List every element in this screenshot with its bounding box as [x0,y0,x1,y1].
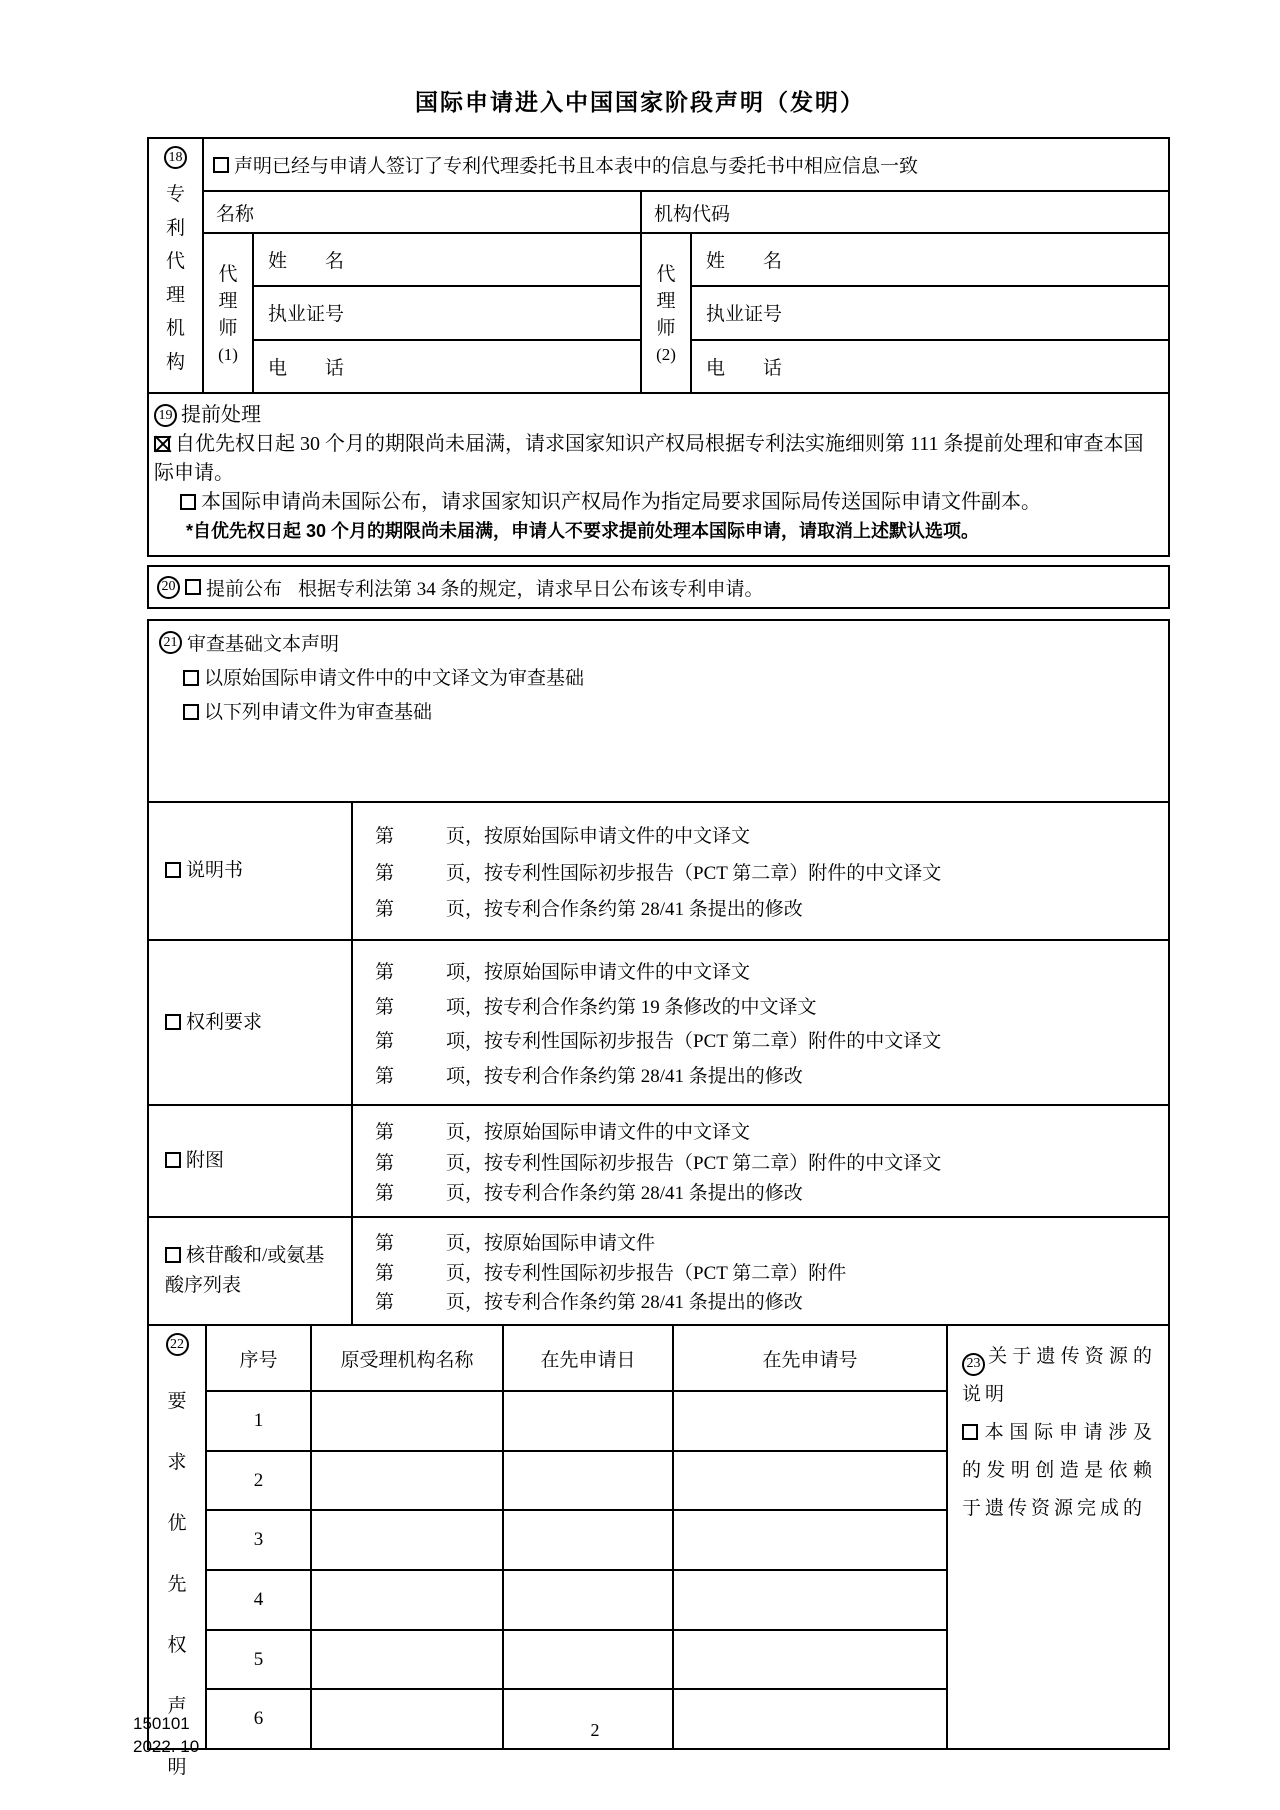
line-text: 项，按专利性国际初步报告（PCT 第二章）附件的中文译文 [446,1031,942,1053]
priority-seq: 6 [207,1690,312,1748]
doc-line [375,1228,1168,1255]
copy-transmit-checkbox[interactable] [180,494,196,510]
genetic-resources-checkbox[interactable] [962,1424,978,1440]
box-exam-basis-priority [147,619,1170,1778]
section-19-header [154,401,1160,430]
priority-date-cell[interactable] [504,1392,674,1450]
line-text: 页，按专利合作条约第 28/41 条提出的修改 [446,1291,803,1313]
doc-drawings-lines [353,1106,1168,1216]
agent1-name-label: 姓 名 [268,251,345,273]
form-code: 150101 [133,1714,190,1733]
doc-claims-label-cell [149,941,353,1104]
early-publication-text: 根据专利法第 34 条的规定，请求早日公布该专利申请。 [298,578,764,600]
agent2-name-cell[interactable] [692,234,1168,285]
priority-office-cell[interactable] [312,1452,504,1510]
agency-name-label: 名称 [216,203,255,225]
line-text: 页，按专利性国际初步报告（PCT 第二章）附件的中文译文 [446,862,942,884]
priority-row [207,1629,946,1689]
section-23-header [962,1338,1156,1414]
doc-row-description [149,801,1168,939]
line-prefix: 第 [375,996,395,1018]
line-text: 页，按原始国际申请文件 [446,1233,656,1255]
genetic-resources-text: 本国际申请涉及的发明创造是依赖于遗传资源完成的 [962,1422,1156,1519]
doc-line [375,957,1168,984]
line-text: 页，按专利合作条约第 28/41 条提出的修改 [446,899,803,921]
priority-office-cell[interactable] [312,1392,504,1450]
section-18-patent-agency [149,139,1168,392]
section-22-side-label: 要 求 优 先 权 声 明 [167,1391,187,1778]
doc-row-drawings [149,1104,1168,1216]
priority-number-cell[interactable] [674,1511,946,1569]
page-number: 2 [590,1720,600,1740]
early-processing-text: 自优先权日起 30 个月的期限尚未届满，请求国家知识产权局根据专利法实施细则第 111 条提前处理和审查本国际申请。 [154,433,1144,484]
priority-date-cell[interactable] [504,1511,674,1569]
agent1-name-cell[interactable] [254,234,640,285]
line-prefix: 第 [375,1182,395,1204]
agent1-phone-cell[interactable] [254,339,640,392]
genetic-resources-option [962,1414,1156,1528]
line-prefix: 第 [375,899,395,921]
header-office: 原受理机构名称 [312,1326,504,1390]
line-text: 项，按专利合作条约第 19 条修改的中文译文 [446,996,817,1018]
early-publication-checkbox[interactable] [185,579,201,595]
exam-basis-option-original [183,663,1158,690]
line-prefix: 第 [375,1122,395,1144]
doc-claims-lines [353,941,1168,1104]
doc-sequence-checkbox[interactable] [165,1247,181,1263]
early-publication-label: 提前公布 [206,578,283,600]
doc-line [375,1258,1168,1285]
section-19-title: 提前处理 [181,404,261,426]
header-number: 在先申请号 [762,1349,858,1371]
priority-number-cell[interactable] [674,1392,946,1450]
section-22-number: 22 [166,1333,189,1356]
priority-seq: 3 [207,1511,312,1569]
section-18-number: 18 [164,146,187,169]
line-prefix: 第 [375,1066,395,1088]
agent2-name-label: 姓 名 [706,251,783,273]
agent1-side-label [204,234,254,392]
agency-declaration-checkbox[interactable] [213,157,229,173]
priority-number-cell[interactable] [674,1452,946,1510]
doc-description-label-cell [149,803,353,939]
page-title: 国际申请进入中国国家阶段声明（发明） [415,89,865,115]
line-prefix: 第 [375,1291,395,1313]
line-prefix: 第 [375,1262,395,1284]
priority-row [207,1509,946,1569]
section-21-exam-basis [149,621,1168,801]
form-date: 2022. 10 [133,1737,200,1756]
priority-date-cell[interactable] [504,1452,674,1510]
priority-office-cell[interactable] [312,1511,504,1569]
priority-row [207,1450,946,1510]
agent1-license-cell[interactable] [254,285,640,338]
copy-transmit-text: 本国际申请尚未国际公布，请求国家知识产权局作为指定局要求国际局传送国际申请文件副本。 [201,491,1041,513]
section-18-main [204,139,1168,392]
doc-line [375,1026,1168,1053]
agent1-index: (1) [218,345,238,364]
priority-number-cell[interactable] [674,1631,946,1689]
form-body [147,137,1170,1778]
agent2-side-text: 代 理 师 [656,264,676,339]
doc-description-label: 说明书 [186,860,244,881]
priority-seq: 1 [207,1392,312,1450]
section-23-title: 关于遗传资源的说明 [962,1346,1156,1405]
doc-line [375,1178,1168,1205]
priority-seq: 4 [207,1571,312,1629]
doc-claims-label: 权利要求 [186,1011,263,1033]
priority-date-cell[interactable] [504,1571,674,1629]
agent1-fields [254,234,642,392]
section-21-number: 21 [159,631,182,654]
priority-seq: 2 [207,1452,312,1510]
priority-number-cell[interactable] [674,1571,946,1629]
agents-row [204,234,1168,392]
section-19-number: 19 [154,404,177,427]
doc-drawings-checkbox[interactable] [165,1152,181,1168]
doc-line [375,894,1168,921]
agent1-side-text: 代 理 师 [218,264,238,339]
doc-line [375,1148,1168,1175]
early-processing-option [154,430,1160,488]
line-text: 页，按专利性国际初步报告（PCT 第二章）附件 [446,1262,847,1284]
section-23-genetic-resources [948,1326,1168,1748]
agent2-index: (2) [656,345,676,364]
agent2-side-label [642,234,692,392]
section-21-title: 审查基础文本声明 [187,634,340,655]
agent1-phone-label: 电 话 [268,357,345,379]
header-seq: 序号 [207,1326,312,1390]
line-text: 项，按原始国际申请文件的中文译文 [446,961,751,983]
line-prefix: 第 [375,961,395,983]
agent2-license-cell[interactable] [692,285,1168,338]
line-prefix: 第 [375,825,395,847]
doc-row-sequence-listing [149,1216,1168,1324]
line-text: 页，按原始国际申请文件的中文译文 [446,1122,751,1144]
priority-row [207,1569,946,1629]
exam-basis-original-text: 以原始国际申请文件中的中文译文为审查基础 [204,668,585,689]
agency-declaration-row [204,139,1168,192]
section-18-side-label: 专 利 代 理 机 构 [165,184,185,373]
priority-date-cell[interactable] [504,1631,674,1689]
line-text: 页，按专利合作条约第 28/41 条提出的修改 [446,1182,803,1204]
doc-line [375,1287,1168,1314]
line-text: 页，按原始国际申请文件的中文译文 [446,825,751,847]
agency-declaration-text: 声明已经与申请人签订了专利代理委托书且本表中的信息与委托书中相应信息一致 [234,156,919,177]
doc-row-claims [149,939,1168,1104]
agent2-fields [692,234,1168,392]
doc-description-lines [353,803,1168,939]
priority-claims-table [207,1326,948,1748]
early-processing-note: *自优先权日起 30 个月的期限尚未届满，申请人不要求提前处理本国际申请，请取消上述默认选项。 [186,521,980,541]
exam-basis-listed-checkbox[interactable] [183,704,199,720]
header-date: 在先申请日 [504,1326,674,1390]
section-20-number: 20 [157,576,180,599]
priority-office-cell[interactable] [312,1571,504,1629]
exam-basis-option-listed [183,697,1158,724]
line-prefix: 第 [375,1031,395,1053]
exam-basis-listed-text: 以下列申请文件为审查基础 [204,702,433,723]
doc-description-checkbox[interactable] [165,862,181,878]
doc-line [375,858,1168,885]
section-21-header [159,629,1158,656]
priority-table-header [207,1326,946,1390]
box-agency-early-processing [147,137,1170,557]
doc-line [375,821,1168,848]
doc-line [375,1061,1168,1088]
doc-drawings-label: 附图 [186,1150,225,1171]
copy-transmit-option [180,488,1160,517]
agent1-license-label: 执业证号 [268,304,345,326]
line-text: 项，按专利合作条约第 28/41 条提出的修改 [446,1066,803,1088]
doc-sequence-lines [353,1218,1168,1324]
doc-line [375,1117,1168,1144]
priority-seq: 5 [207,1631,312,1689]
line-prefix: 第 [375,1152,395,1174]
agency-code-cell[interactable] [642,192,1168,232]
line-prefix: 第 [375,1233,395,1255]
line-text: 页，按专利性国际初步报告（PCT 第二章）附件的中文译文 [446,1152,942,1174]
line-prefix: 第 [375,862,395,884]
section-18-side-header [149,139,204,392]
agency-code-label: 机构代码 [654,203,731,225]
doc-line [375,992,1168,1019]
doc-sequence-label: 核苷酸和/或氨基酸序列表 [165,1245,325,1296]
agent2-phone-cell[interactable] [692,339,1168,392]
exam-basis-original-checkbox[interactable] [183,670,199,686]
agency-name-cell[interactable] [204,192,642,232]
section-20-early-publication [147,565,1170,609]
agent2-license-label: 执业证号 [706,304,783,326]
doc-claims-checkbox[interactable] [165,1014,181,1030]
doc-sequence-label-cell [149,1218,353,1324]
agent2-phone-label: 电 话 [706,357,783,379]
section-23-number: 23 [962,1353,985,1376]
early-processing-checkbox[interactable] [154,436,170,452]
priority-office-cell[interactable] [312,1631,504,1689]
priority-row [207,1390,946,1450]
agency-name-row [204,192,1168,234]
doc-drawings-label-cell [149,1106,353,1216]
section-19-early-processing [149,392,1168,555]
